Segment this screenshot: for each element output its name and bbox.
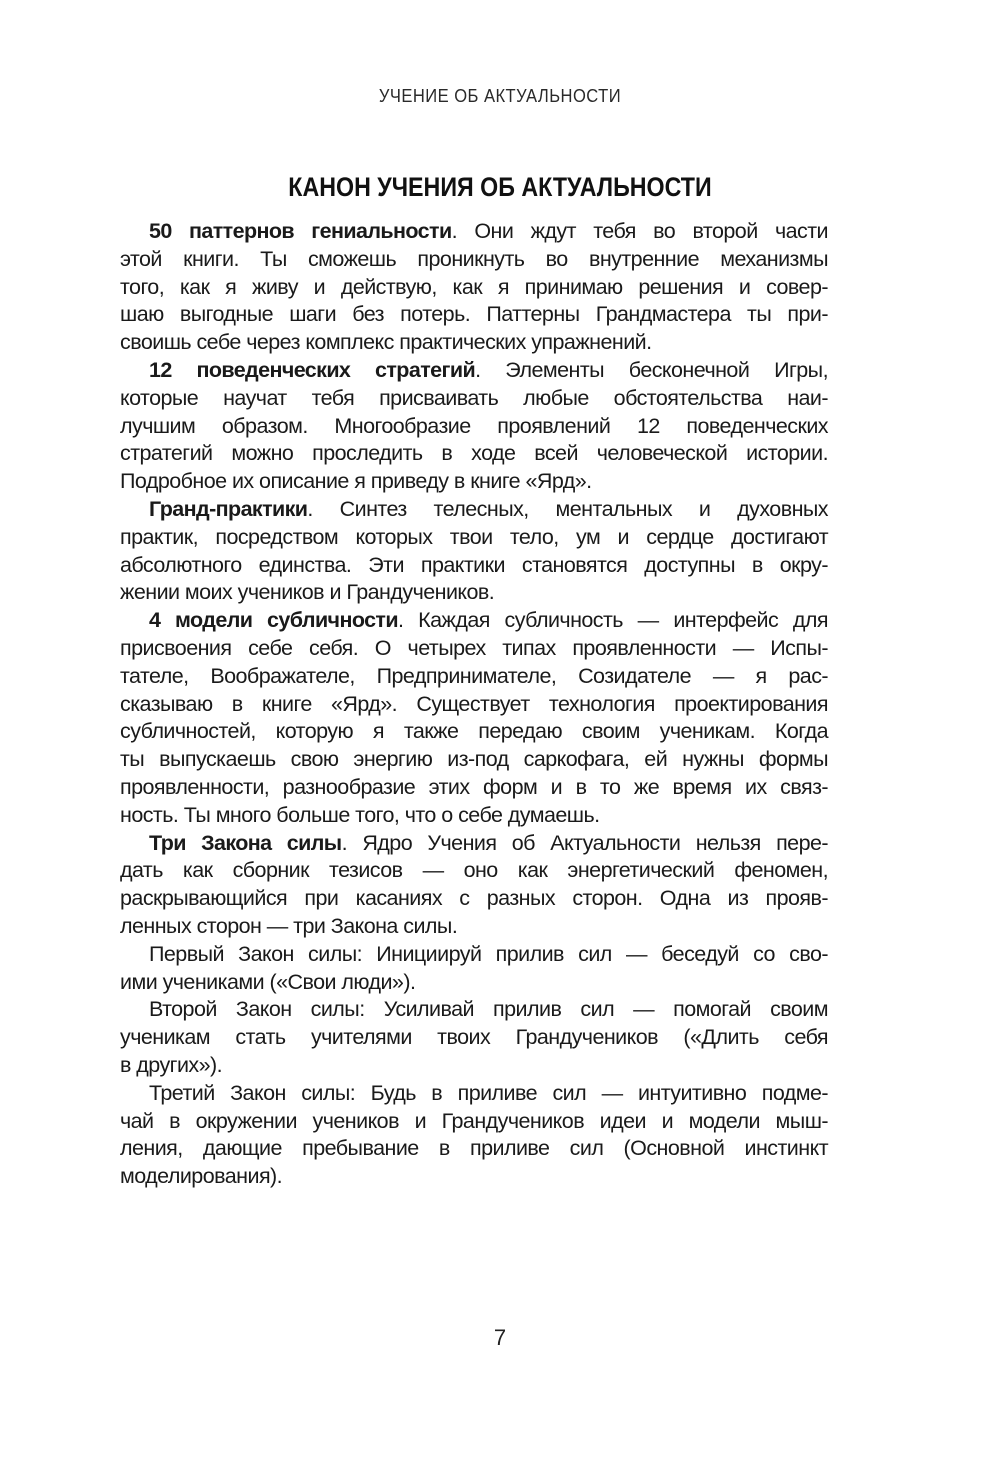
text-line <box>120 885 828 913</box>
paragraph <box>120 607 828 829</box>
text-line <box>120 635 828 663</box>
paragraph <box>120 830 828 941</box>
paragraph <box>120 1080 828 1191</box>
line-text: ность. Ты много больше того, что о себе думаешь. <box>120 802 600 827</box>
line-text: этой книги. Ты сможешь проникнуть во внутренние механизмы <box>120 246 828 271</box>
line-text: . Синтез телесных, ментальных и духовных <box>307 496 828 521</box>
line-text: дать как сборник тезисов — оно как энергетический феномен, <box>120 858 828 883</box>
chapter-title: КАНОН УЧЕНИЯ ОБ АКТУАЛЬНОСТИ <box>288 172 712 202</box>
line-text: моделирования). <box>120 1164 283 1189</box>
text-line <box>120 718 828 746</box>
paragraph <box>120 218 828 357</box>
line-text: . Каждая субличность — интерфейс для <box>397 608 828 633</box>
line-text: чай в окружении учеников и Грандучеников идеи и модели мыш- <box>120 1108 828 1133</box>
line-text: тателе, Воображателе, Предпринимателе, Созидателе — я рас- <box>120 663 828 688</box>
text-line <box>120 301 828 329</box>
text-line <box>120 524 828 552</box>
text-line <box>120 357 828 385</box>
text-line <box>120 496 828 524</box>
line-text: в других»). <box>120 1052 223 1077</box>
paragraph-lead-bold: 12 поведенческих стратегий <box>149 357 476 382</box>
line-text: ученикам стать учителями твоих Грандучеников («Длить себя <box>120 1025 828 1050</box>
text-line <box>120 969 828 997</box>
text-line <box>120 941 828 969</box>
text-line <box>120 1163 828 1191</box>
line-text: стратегий можно проследить в ходе всей человеческой истории. <box>120 441 828 466</box>
page-number: 7 <box>493 1325 507 1350</box>
line-text: ими учениками («Свои люди»). <box>120 969 416 994</box>
line-text: шаю выгодные шаги без потерь. Паттерны Грандмастера ты при- <box>120 302 828 327</box>
text-line <box>120 857 828 885</box>
line-text: . Элементы бесконечной Игры, <box>475 357 828 382</box>
text-line <box>120 385 828 413</box>
text-line <box>120 218 828 246</box>
line-text: проявленности, разнообразие этих форм и в то же время их связ- <box>120 774 828 799</box>
paragraph-lead-bold: 4 модели субличности <box>149 608 398 633</box>
running-head: УЧЕНИЕ ОБ АКТУАЛЬНОСТИ <box>378 86 622 106</box>
line-text: своишь себе через комплекс практических упражнений. <box>120 330 652 355</box>
paragraph-lead-bold: 50 паттернов гениальности <box>149 219 452 243</box>
text-line <box>120 1135 828 1163</box>
line-text: ления, дающие пребывание в приливе сил (Основной инстинкт <box>120 1136 828 1161</box>
line-text: присвоения себе себя. О четырех типах проявленности — Испы- <box>120 635 828 660</box>
paragraph-lead-bold: Три Закона силы <box>149 830 342 855</box>
line-text: Подробное их описание я приведу в книге «Ярд». <box>120 469 592 494</box>
paragraph <box>120 996 828 1079</box>
paragraph-lead-bold: Гранд-практики <box>149 496 308 521</box>
paragraph <box>120 357 828 496</box>
text-line <box>120 1024 828 1052</box>
text-line <box>120 746 828 774</box>
line-text: ленных сторон — три Закона силы. <box>120 913 458 938</box>
text-line <box>120 663 828 691</box>
text-line <box>120 996 828 1024</box>
text-line <box>120 913 828 941</box>
line-text: сказываю в книге «Ярд». Существует технология проектирования <box>120 691 828 716</box>
line-text: лучшим образом. Многообразие проявлений 12 поведенческих <box>120 413 828 438</box>
line-text: . Они ждут тебя во второй части <box>451 219 828 243</box>
text-line <box>120 274 828 302</box>
line-text: Третий Закон силы: Будь в приливе сил — интуитивно подме- <box>149 1080 828 1105</box>
text-line <box>120 802 828 830</box>
line-text: субличностей, которую я также передаю своим ученикам. Когда <box>120 719 828 744</box>
line-text: Второй Закон силы: Усиливай прилив сил — помогай своим <box>149 997 828 1022</box>
text-line <box>120 691 828 719</box>
line-text: . Ядро Учения об Актуальности нельзя пере- <box>341 830 828 855</box>
text-line <box>120 329 828 357</box>
line-text: ты выпускаешь свою энергию из-под саркофага, ей нужны формы <box>120 747 828 772</box>
text-line <box>120 579 828 607</box>
paragraph <box>120 941 828 997</box>
text-line <box>120 552 828 580</box>
text-line <box>120 1108 828 1136</box>
text-line <box>120 440 828 468</box>
line-text: абсолютного единства. Эти практики становятся доступны в окру- <box>120 552 828 577</box>
text-line <box>120 468 828 496</box>
line-text: Первый Закон силы: Инициируй прилив сил — беседуй со сво- <box>149 941 828 966</box>
line-text: жении моих учеников и Грандучеников. <box>120 580 495 605</box>
text-line <box>120 413 828 441</box>
line-text: практик, посредством которых твои тело, ум и сердце достигают <box>120 524 828 549</box>
text-line <box>120 830 828 858</box>
body-text <box>120 218 828 1191</box>
text-line <box>120 1080 828 1108</box>
line-text: которые научат тебя присваивать любые обстоятельства наи- <box>120 385 828 410</box>
text-line <box>120 1052 828 1080</box>
line-text: того, как я живу и действую, как я принимаю решения и совер- <box>120 274 828 299</box>
text-line <box>120 774 828 802</box>
text-line <box>120 607 828 635</box>
text-line <box>120 246 828 274</box>
line-text: раскрывающийся при касаниях с разных сторон. Одна из прояв- <box>120 886 828 911</box>
paragraph <box>120 496 828 607</box>
